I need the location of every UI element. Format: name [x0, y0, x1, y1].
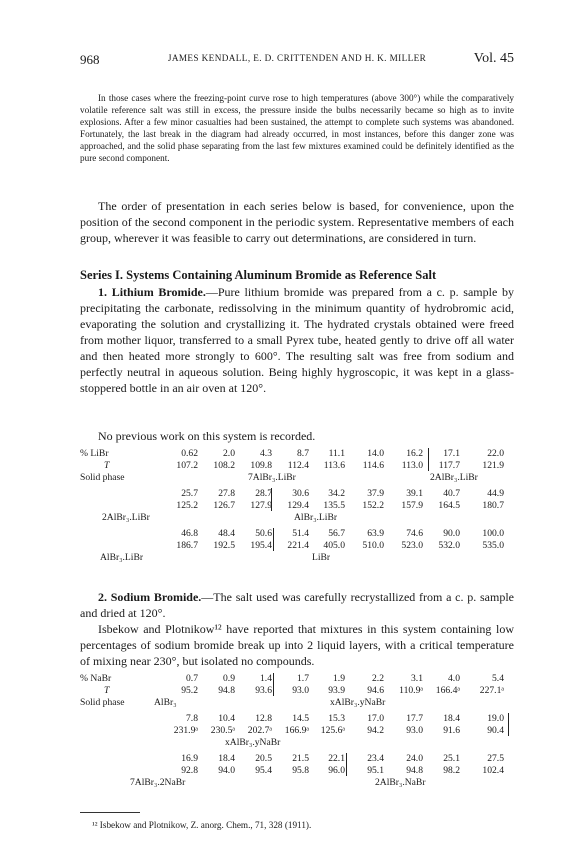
- percent-value: 5.4: [492, 673, 504, 684]
- percent-value: 51.4: [292, 528, 309, 539]
- temperature-value: 94.8: [406, 765, 423, 776]
- solid-phase-label: 7AlBr₃.2NaBr: [130, 777, 186, 788]
- temperature-value: 95.8: [292, 765, 309, 776]
- percent-value: 39.1: [406, 488, 423, 499]
- temperature-value: 95.4: [255, 765, 272, 776]
- table-row-solid-phase: [80, 472, 514, 484]
- percent-value: 22.1: [328, 753, 345, 764]
- sodium-paragraph-2: Isbekow and Plotnikow¹² have reported that mixtures in this system containing low percentages of sodium bromide break up into 2 liquid layers, with a critical temperature of mixing near 230°, but isolated no compounds.: [80, 622, 514, 668]
- temperature-value: 110.9ᵃ: [399, 685, 423, 696]
- footnote: ¹² Isbekow and Plotnikow, Z. anorg. Chem., 71, 328 (1911).: [92, 820, 312, 830]
- temperature-value: 202.7ᵃ: [247, 725, 272, 736]
- percent-value: 12.8: [255, 713, 272, 724]
- temperature-value: 166.4ᵃ: [435, 685, 460, 696]
- temperature-value: 108.2: [213, 460, 235, 471]
- percent-value: 37.9: [367, 488, 384, 499]
- lithium-heading: 1. Lithium Bromide.: [98, 285, 206, 299]
- table-row-temperature: [80, 500, 514, 512]
- temperature-value: 157.9: [401, 500, 423, 511]
- temperature-value: 152.2: [362, 500, 384, 511]
- percent-value: 7.8: [186, 713, 198, 724]
- table-row-percent: [80, 448, 514, 460]
- percent-value: 2.2: [372, 673, 384, 684]
- temperature-value: 121.9: [482, 460, 504, 471]
- percent-value: 24.0: [406, 753, 423, 764]
- temperature-value: 93.0: [292, 685, 309, 696]
- temperature-value: 523.0: [401, 540, 423, 551]
- temperature-value: 405.0: [323, 540, 345, 551]
- percent-value: 4.3: [260, 448, 272, 459]
- percent-value: 46.8: [181, 528, 198, 539]
- lithium-note: No previous work on this system is recorded.: [98, 429, 316, 443]
- temperature-value: 112.4: [287, 460, 309, 471]
- lithium-text: —Pure lithium bromide was prepared from a c. p. sample by precipitating the carbonate, redissolving in the minimum quantity of hydrobromic acid, evaporating the solution and crystallizing it. The hydrated crystals obtained were freed from mother liquor, transferred to a small Pyrex tube, heated gently to drive off all water and then heated more strongly to 600°. The resulting salt was free from sodium and perfectly neutral in aqueous solution. Being highly hygroscopic, it was kept in a glass-stoppered bottle in an air oven at 120°.: [80, 285, 514, 395]
- table-row-temperature: [80, 685, 514, 697]
- intro-small-paragraph: In those cases where the freezing-point curve rose to high temperatures (above 300°) while the comparatively volatile reference salt was still in excess, the pressure inside the bulbs necessarily became so high as to invite explosions. After a few minor casualties had been sustained, the attempt to complete such systems was abandoned. Fortunately, the last break in the diagram had already occurred, in most instances, before this danger zone was approached, and the solid phase separating from the last few mixtures examined could be definitely identified as the pure second component.: [80, 93, 514, 163]
- percent-value: 8.7: [297, 448, 309, 459]
- percent-value: 4.0: [448, 673, 460, 684]
- temperature-value: 91.6: [443, 725, 460, 736]
- percent-value: 1.7: [297, 673, 309, 684]
- temperature-value: 94.0: [218, 765, 235, 776]
- temperature-value: 126.7: [213, 500, 235, 511]
- percent-value: 90.0: [443, 528, 460, 539]
- percent-value: 3.1: [411, 673, 423, 684]
- lithium-paragraph: [80, 284, 514, 396]
- percent-value: 25.7: [181, 488, 198, 499]
- temperature-value: 94.2: [367, 725, 384, 736]
- percent-value: 19.0: [487, 713, 504, 724]
- percent-value: 44.9: [487, 488, 504, 499]
- solid-phase-label: AlBr₃.LiBr: [294, 512, 338, 523]
- phase-boundary-line: [428, 448, 429, 471]
- temperature-value: 92.8: [181, 765, 198, 776]
- percent-value: 16.9: [181, 753, 198, 764]
- phase-boundary-line: [271, 488, 272, 511]
- phase-boundary-line: [273, 528, 274, 551]
- temperature-value: 510.0: [362, 540, 384, 551]
- temperature-value: 117.7: [438, 460, 460, 471]
- row-label-temperature: T: [104, 460, 110, 471]
- percent-value: 34.2: [328, 488, 345, 499]
- table-row-temperature: [80, 765, 514, 777]
- percent-value: 10.4: [218, 713, 235, 724]
- sodium-heading: 2. Sodium Bromide.: [98, 590, 202, 604]
- solid-phase-label: 2AlBr₃.NaBr: [375, 777, 426, 788]
- percent-value: 18.4: [443, 713, 460, 724]
- solid-phase-label: 2AlBr₃.LiBr: [102, 512, 150, 523]
- percent-value: 17.7: [406, 713, 423, 724]
- percent-value: 16.2: [406, 448, 423, 459]
- percent-value: 0.62: [181, 448, 198, 459]
- phase-boundary-line: [346, 753, 347, 776]
- sodium-text: —The salt used was carefully recrystallized from a c. p. sample and dried at 120°.: [80, 590, 514, 620]
- row-label-percent: % LiBr: [80, 448, 109, 459]
- percent-value: 11.1: [328, 448, 345, 459]
- table-row-solid-phase: [80, 737, 514, 749]
- row-label-percent: % NaBr: [80, 673, 112, 684]
- solid-phase-label: xAlBr₃.yNaBr: [225, 737, 281, 748]
- percent-value: 14.0: [367, 448, 384, 459]
- percent-value: 15.3: [328, 713, 345, 724]
- percent-value: 1.4: [260, 673, 272, 684]
- percent-value: 27.5: [487, 753, 504, 764]
- sodium-paragraph: [80, 589, 514, 621]
- running-header: [80, 50, 514, 72]
- percent-value: 25.1: [443, 753, 460, 764]
- temperature-value: 230.5ᵃ: [210, 725, 235, 736]
- temperature-value: 231.9ᵃ: [173, 725, 198, 736]
- table-row-percent: [80, 488, 514, 500]
- solid-phase-label: 2AlBr₃.LiBr: [430, 472, 478, 483]
- percent-value: 48.4: [218, 528, 235, 539]
- temperature-value: 125.6ᵃ: [320, 725, 345, 736]
- percent-value: 0.7: [186, 673, 198, 684]
- temperature-value: 109.8: [250, 460, 272, 471]
- table-row-solid-phase: [80, 697, 514, 709]
- temperature-value: 95.1: [367, 765, 384, 776]
- phase-boundary-line: [508, 713, 509, 736]
- percent-value: 56.7: [328, 528, 345, 539]
- percent-value: 17.0: [367, 713, 384, 724]
- series-title: Series I. Systems Containing Aluminum Bromide as Reference Salt: [80, 268, 437, 282]
- percent-value: 100.0: [482, 528, 504, 539]
- phase-boundary-line: [273, 673, 274, 696]
- table-row-solid-phase: [80, 777, 514, 789]
- temperature-value: 125.2: [176, 500, 198, 511]
- temperature-value: 95.2: [181, 685, 198, 696]
- percent-value: 17.1: [443, 448, 460, 459]
- percent-value: 1.9: [333, 673, 345, 684]
- temperature-value: 90.4: [487, 725, 504, 736]
- temperature-value: 113.6: [323, 460, 345, 471]
- solid-phase-label: AlBr₃.LiBr: [100, 552, 144, 563]
- table-row-temperature: [80, 540, 514, 552]
- solid-phase-label: AlBr₃: [154, 697, 177, 708]
- temperature-value: 93.6: [255, 685, 272, 696]
- temperature-value: 127.9: [250, 500, 272, 511]
- solid-phase-label: LiBr: [312, 552, 331, 563]
- percent-value: 23.4: [367, 753, 384, 764]
- table-row-solid-phase: [80, 552, 514, 564]
- percent-value: 21.5: [292, 753, 309, 764]
- table-row-solid-phase: [80, 512, 514, 524]
- table-row-percent: [80, 673, 514, 685]
- table-row-percent: [80, 528, 514, 540]
- table-row-percent: [80, 713, 514, 725]
- temperature-value: 166.9ᵃ: [284, 725, 309, 736]
- solid-phase-label: 7AlBr₃.LiBr: [248, 472, 296, 483]
- percent-value: 0.9: [223, 673, 235, 684]
- temperature-value: 94.8: [218, 685, 235, 696]
- temperature-value: 98.2: [443, 765, 460, 776]
- temperature-value: 227.1ᵃ: [479, 685, 504, 696]
- row-label-temperature: T: [104, 685, 110, 696]
- table-row-temperature: [80, 460, 514, 472]
- temperature-value: 221.4: [287, 540, 309, 551]
- percent-value: 27.8: [218, 488, 235, 499]
- temperature-value: 180.7: [482, 500, 504, 511]
- temperature-value: 96.0: [328, 765, 345, 776]
- solid-phase-label: xAlBr₃.yNaBr: [330, 697, 386, 708]
- temperature-value: 186.7: [176, 540, 198, 551]
- table-row-percent: [80, 753, 514, 765]
- row-label-solid-phase: Solid phase: [80, 472, 125, 483]
- percent-value: 74.6: [406, 528, 423, 539]
- temperature-value: 113.0: [401, 460, 423, 471]
- temperature-value: 94.6: [367, 685, 384, 696]
- temperature-value: 102.4: [482, 765, 504, 776]
- table-row-temperature: [80, 725, 514, 737]
- percent-value: 30.6: [292, 488, 309, 499]
- percent-value: 28.7: [255, 488, 272, 499]
- temperature-value: 135.5: [323, 500, 345, 511]
- footnote-rule: [80, 812, 140, 813]
- percent-value: 18.4: [218, 753, 235, 764]
- temperature-value: 107.2: [176, 460, 198, 471]
- temperature-value: 535.0: [482, 540, 504, 551]
- percent-value: 50.6: [255, 528, 272, 539]
- percent-value: 22.0: [487, 448, 504, 459]
- running-authors: JAMES KENDALL, E. D. CRITTENDEN AND H. K. MILLER: [167, 53, 427, 63]
- temperature-value: 192.5: [213, 540, 235, 551]
- percent-value: 20.5: [255, 753, 272, 764]
- temperature-value: 129.4: [287, 500, 309, 511]
- percent-value: 2.0: [223, 448, 235, 459]
- temperature-value: 93.0: [406, 725, 423, 736]
- percent-value: 14.5: [292, 713, 309, 724]
- row-label-solid-phase: Solid phase: [80, 697, 125, 708]
- temperature-value: 114.6: [362, 460, 384, 471]
- percent-value: 63.9: [367, 528, 384, 539]
- percent-value: 40.7: [443, 488, 460, 499]
- temperature-value: 164.5: [438, 500, 460, 511]
- volume-label: Vol. 45: [473, 51, 514, 66]
- temperature-value: 195.4: [250, 540, 272, 551]
- page-number: 968: [80, 52, 100, 67]
- temperature-value: 93.9: [328, 685, 345, 696]
- order-paragraph: The order of presentation in each series below is based, for convenience, upon the position of the second component in the periodic system. Representative members of each group, wherever it was feasible to carry out determinations, are considered in turn.: [80, 199, 514, 245]
- temperature-value: 532.0: [438, 540, 460, 551]
